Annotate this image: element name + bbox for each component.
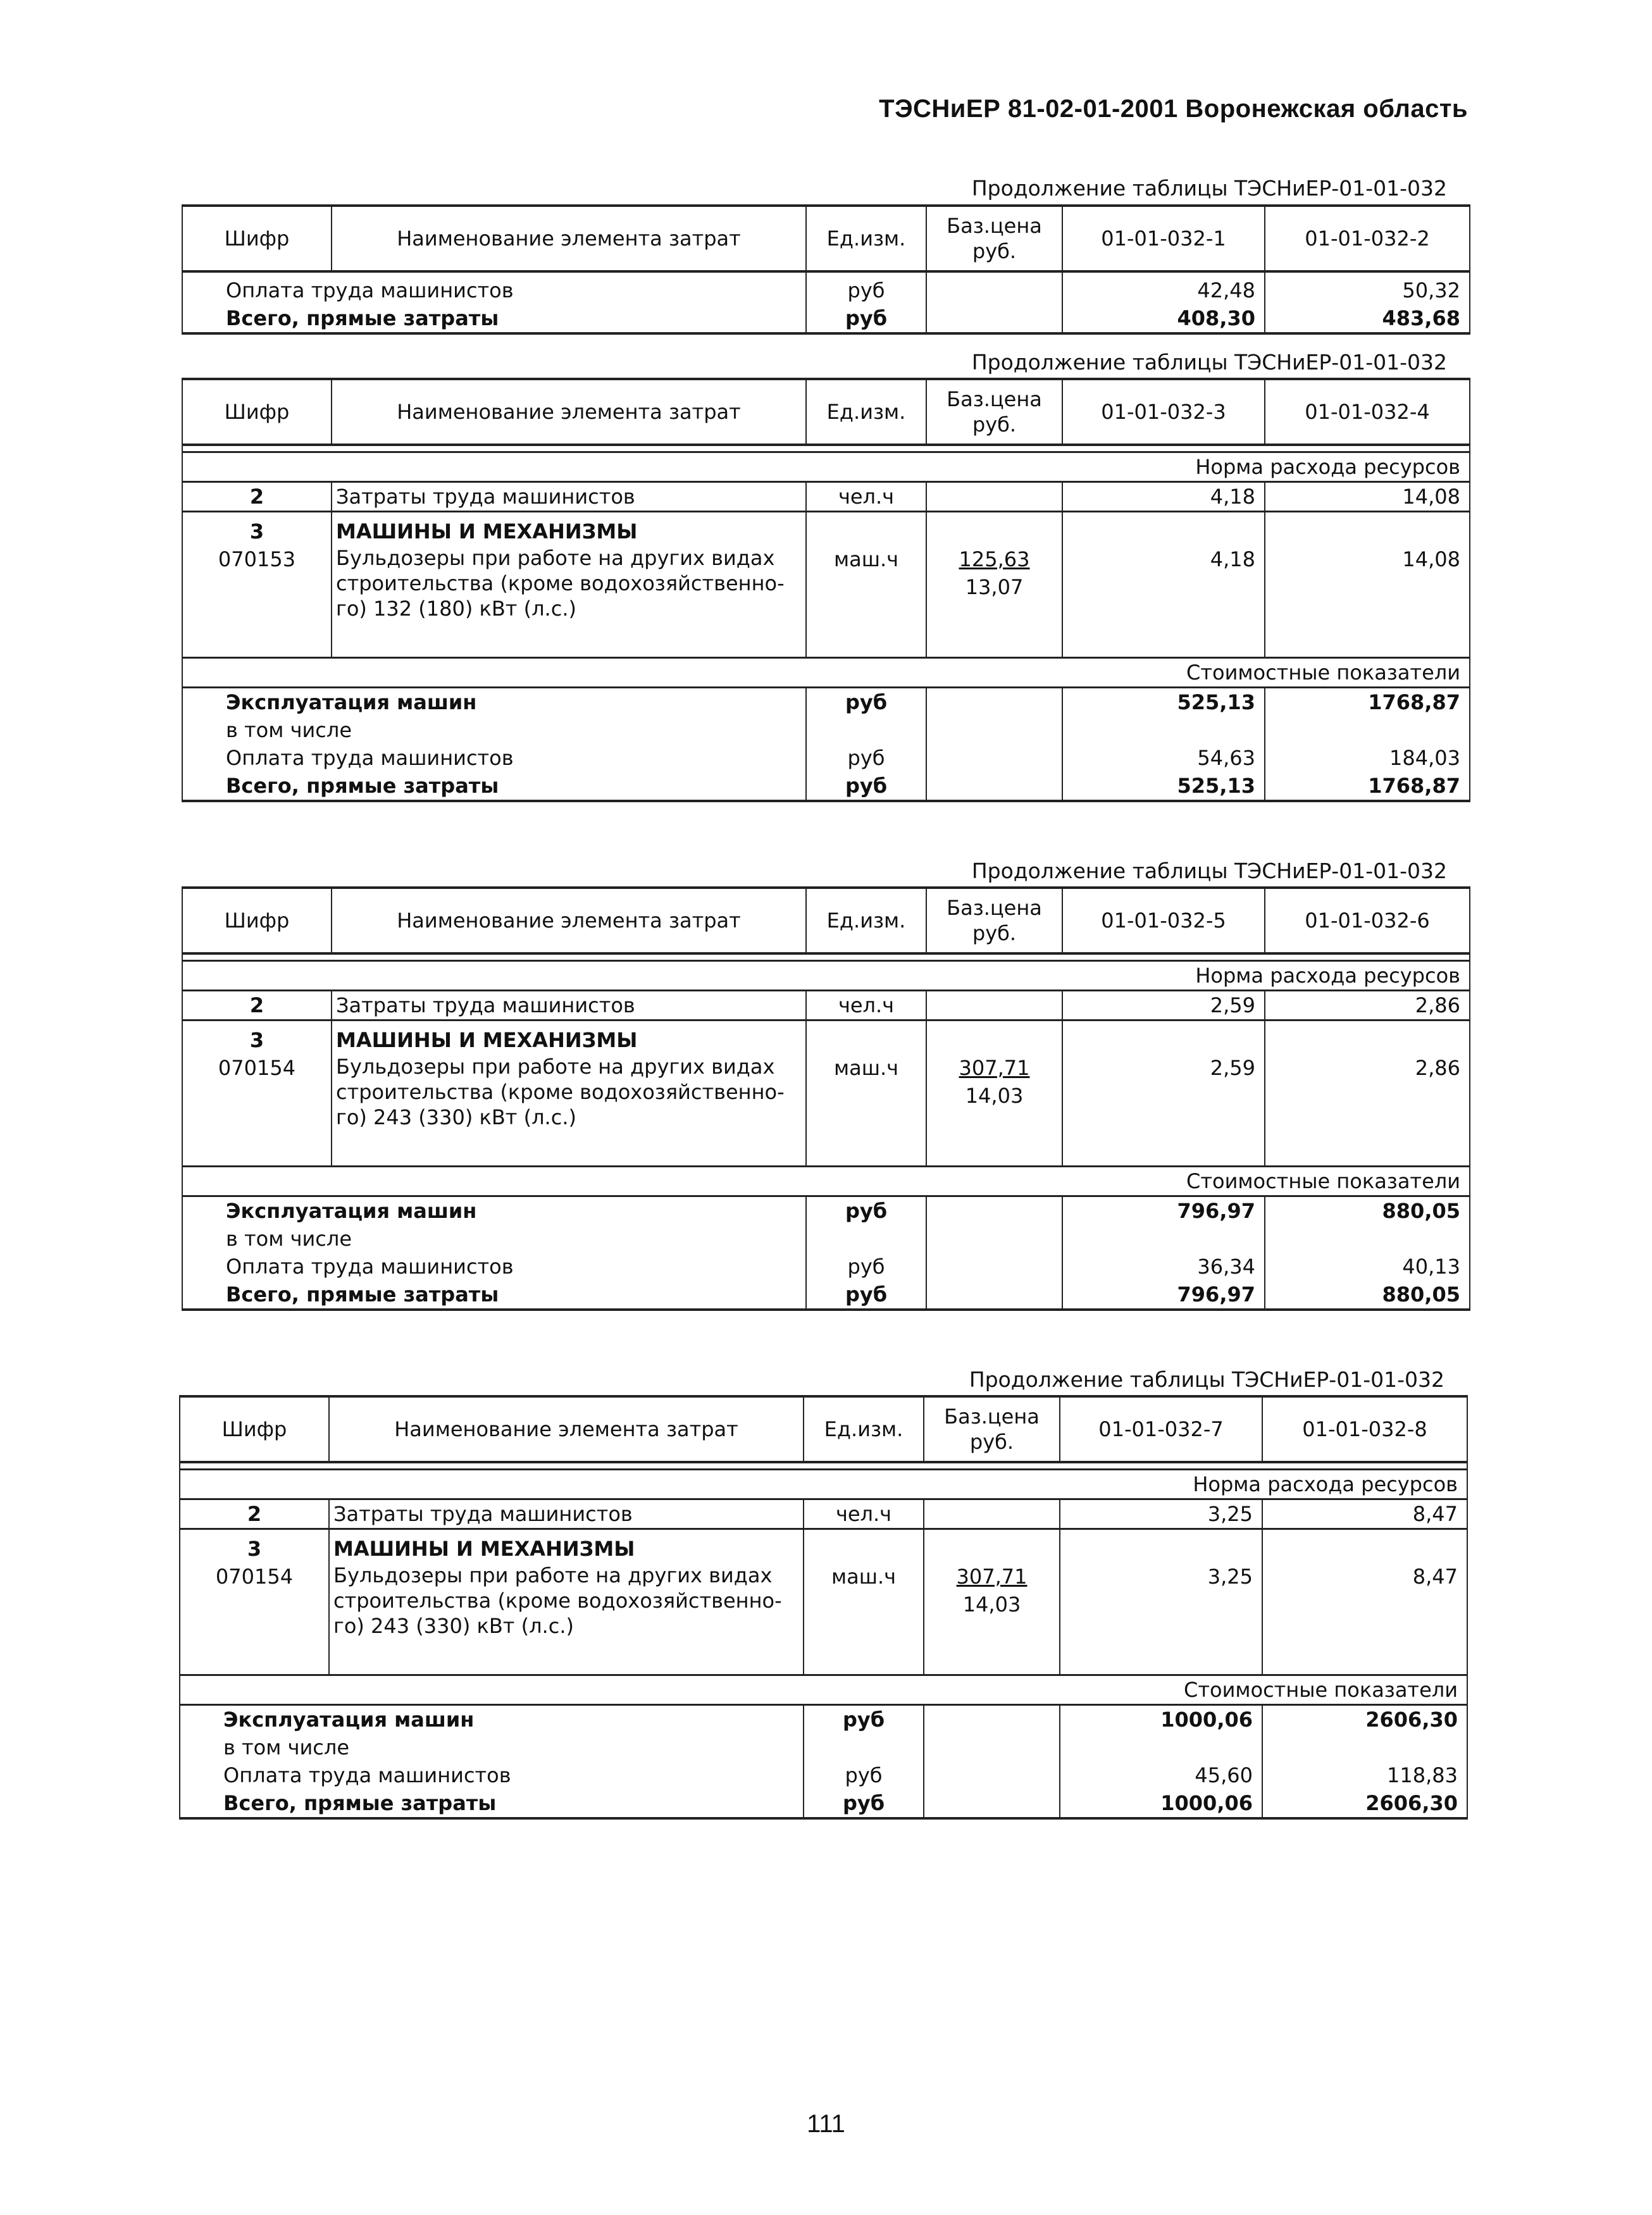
labor-a: 4,18: [1062, 482, 1265, 512]
table-row-machines-head: [182, 512, 1470, 546]
col-a-header: 01-01-032-5: [1062, 888, 1265, 953]
labor-code: 2: [182, 991, 332, 1021]
total-a: 408,30: [1062, 304, 1265, 333]
labor-price: [924, 1499, 1060, 1529]
labor-name: Затраты труда машинистов: [332, 991, 806, 1021]
machine-b: 8,47: [1262, 1563, 1467, 1675]
machine-b: 14,08: [1265, 545, 1470, 658]
col-unit-header: Ед.изм.: [806, 888, 926, 953]
table-row-labor: [180, 1499, 1467, 1529]
section-norm-row: [182, 452, 1470, 482]
labor-pay-unit: руб: [804, 1761, 924, 1789]
table-row-incl: [182, 716, 1470, 744]
labor-pay-b: 184,03: [1265, 744, 1470, 772]
col-a-header: 01-01-032-7: [1060, 1396, 1262, 1462]
labor-name: Затраты труда машинистов: [332, 482, 806, 512]
table-row-exploit: [182, 1196, 1470, 1225]
section-cost-label: Стоимостные показатели: [182, 658, 1470, 688]
col-price-header: Баз.цена руб.: [926, 888, 1062, 953]
machine-name: Бульдозеры при работе на других видах строительства (кроме водохозяйственно-го) 243 (330) кВт (л.с.): [329, 1563, 804, 1675]
section-cost-row: [180, 1675, 1467, 1705]
table-row-labor: [182, 482, 1470, 512]
col-unit-header: Ед.изм.: [804, 1396, 924, 1462]
cost-table-4: [179, 1395, 1468, 1820]
section-norm-label: Норма расхода ресурсов: [182, 452, 1470, 482]
labor-pay-name: Оплата труда машинистов: [182, 1253, 806, 1281]
table-caption: Продолжение таблицы ТЭСНиЕР-01-01-032: [969, 1367, 1444, 1392]
labor-pay-name: Оплата труда машинистов: [182, 744, 806, 772]
labor-b: 14,08: [1265, 482, 1470, 512]
col-b-header: 01-01-032-2: [1265, 206, 1470, 271]
machines-head-code: 3: [180, 1529, 329, 1563]
labor-code: 2: [180, 1499, 329, 1529]
machine-unit: маш.ч: [806, 1054, 926, 1167]
exploit-a: 796,97: [1062, 1196, 1265, 1225]
table-row-labor-pay: [182, 1253, 1470, 1281]
cost-table-3: [182, 886, 1470, 1311]
machines-head-code: 3: [182, 1021, 332, 1055]
labor-pay-price: [926, 271, 1062, 304]
col-a-header: 01-01-032-3: [1062, 379, 1265, 445]
table-row-exploit: [180, 1705, 1467, 1734]
total-name: Всего, прямые затраты: [182, 772, 806, 801]
labor-pay-name: Оплата труда машинистов: [182, 271, 806, 304]
labor-pay-unit: руб: [806, 1253, 926, 1281]
exploit-unit: руб: [806, 688, 926, 717]
total-name: Всего, прямые затраты: [180, 1789, 804, 1818]
labor-pay-a: 45,60: [1060, 1761, 1262, 1789]
total-b: 2606,30: [1262, 1789, 1467, 1818]
labor-pay-a: 54,63: [1062, 744, 1265, 772]
table-row-incl: [182, 1225, 1470, 1253]
cost-table-2: [182, 378, 1470, 802]
col-name-header: Наименование элемента затрат: [332, 888, 806, 953]
col-name-header: Наименование элемента затрат: [332, 379, 806, 445]
col-name-header: Наименование элемента затрат: [329, 1396, 804, 1462]
table-row-machine: [182, 1054, 1470, 1167]
section-norm-label: Норма расхода ресурсов: [182, 961, 1470, 991]
incl-label: в том числе: [180, 1734, 804, 1761]
exploit-name: Эксплуатация машин: [182, 1196, 806, 1225]
machine-code: 070154: [182, 1054, 332, 1167]
table-row-machines-head: [180, 1529, 1467, 1563]
total-b: 1768,87: [1265, 772, 1470, 801]
labor-code: 2: [182, 482, 332, 512]
labor-pay-b: 40,13: [1265, 1253, 1470, 1281]
table-header-row: [180, 1396, 1467, 1462]
section-cost-row: [182, 1167, 1470, 1196]
col-code-header: Шифр: [180, 1396, 329, 1462]
labor-unit: чел.ч: [806, 482, 926, 512]
machine-a: 3,25: [1060, 1563, 1262, 1675]
machine-a: 4,18: [1062, 545, 1265, 658]
section-cost-row: [182, 658, 1470, 688]
section-norm-label: Норма расхода ресурсов: [180, 1470, 1467, 1499]
labor-unit: чел.ч: [804, 1499, 924, 1529]
labor-b: 8,47: [1262, 1499, 1467, 1529]
cost-table-1: [182, 204, 1470, 335]
machine-name: Бульдозеры при работе на других видах строительства (кроме водохозяйственно-го) 243 (330) кВт (л.с.): [332, 1054, 806, 1167]
section-cost-label: Стоимостные показатели: [182, 1167, 1470, 1196]
table-row-labor-pay: [182, 744, 1470, 772]
labor-pay-name: Оплата труда машинистов: [180, 1761, 804, 1789]
labor-pay-unit: руб: [806, 271, 926, 304]
machines-head-name: МАШИНЫ И МЕХАНИЗМЫ: [332, 1021, 806, 1055]
total-a: 525,13: [1062, 772, 1265, 801]
table-caption: Продолжение таблицы ТЭСНиЕР-01-01-032: [971, 176, 1447, 201]
labor-price: [926, 482, 1062, 512]
table-header-row: [182, 379, 1470, 445]
machine-code: 070153: [182, 545, 332, 658]
total-unit: руб: [806, 772, 926, 801]
section-norm-row: [180, 1470, 1467, 1499]
machine-name: Бульдозеры при работе на других видах строительства (кроме водохозяйственно-го) 132 (180) кВт (л.с.): [332, 545, 806, 658]
labor-a: 3,25: [1060, 1499, 1262, 1529]
machine-price: 307,71 14,03: [926, 1054, 1062, 1167]
incl-label: в том числе: [182, 716, 806, 744]
table-header-row: [182, 888, 1470, 953]
table-caption: Продолжение таблицы ТЭСНиЕР-01-01-032: [971, 859, 1447, 883]
table-row-labor-pay: [180, 1761, 1467, 1789]
labor-pay-unit: руб: [806, 744, 926, 772]
labor-pay-a: 42,48: [1062, 271, 1265, 304]
table-row-total: [182, 772, 1470, 801]
labor-a: 2,59: [1062, 991, 1265, 1021]
table-header-row: [182, 206, 1470, 271]
incl-label: в том числе: [182, 1225, 806, 1253]
exploit-name: Эксплуатация машин: [182, 688, 806, 717]
total-unit: руб: [806, 304, 926, 333]
table-row-total: [182, 1281, 1470, 1310]
exploit-unit: руб: [804, 1705, 924, 1734]
col-code-header: Шифр: [182, 379, 332, 445]
machine-unit: маш.ч: [806, 545, 926, 658]
col-b-header: 01-01-032-6: [1265, 888, 1470, 953]
machine-a: 2,59: [1062, 1054, 1265, 1167]
machines-head-name: МАШИНЫ И МЕХАНИЗМЫ: [332, 512, 806, 546]
total-b: 483,68: [1265, 304, 1470, 333]
table-row-labor: [182, 991, 1470, 1021]
col-a-header: 01-01-032-1: [1062, 206, 1265, 271]
exploit-a: 1000,06: [1060, 1705, 1262, 1734]
col-code-header: Шифр: [182, 888, 332, 953]
machines-head-name: МАШИНЫ И МЕХАНИЗМЫ: [329, 1529, 804, 1563]
table-row-incl: [180, 1734, 1467, 1761]
exploit-b: 2606,30: [1262, 1705, 1467, 1734]
total-price: [926, 304, 1062, 333]
page-number: 111: [807, 2110, 845, 2138]
table-caption: Продолжение таблицы ТЭСНиЕР-01-01-032: [971, 350, 1447, 375]
table-row-machine: [182, 545, 1470, 658]
col-price-header: Баз.цена руб.: [926, 379, 1062, 445]
exploit-unit: руб: [806, 1196, 926, 1225]
col-code-header: Шифр: [182, 206, 332, 271]
machines-head-code: 3: [182, 512, 332, 546]
section-norm-row: [182, 961, 1470, 991]
labor-name: Затраты труда машинистов: [329, 1499, 804, 1529]
col-unit-header: Ед.изм.: [806, 379, 926, 445]
total-a: 796,97: [1062, 1281, 1265, 1310]
labor-pay-b: 118,83: [1262, 1761, 1467, 1789]
table-row-exploit: [182, 688, 1470, 717]
machine-price: 307,71 14,03: [924, 1563, 1060, 1675]
labor-pay-b: 50,32: [1265, 271, 1470, 304]
total-name: Всего, прямые затраты: [182, 304, 806, 333]
col-name-header: Наименование элемента затрат: [332, 206, 806, 271]
table-row-machine: [180, 1563, 1467, 1675]
table-row-machines-head: [182, 1021, 1470, 1055]
page-header-title: ТЭСНиЕР 81-02-01-2001 Воронежская область: [879, 95, 1468, 123]
exploit-name: Эксплуатация машин: [180, 1705, 804, 1734]
machine-b: 2,86: [1265, 1054, 1470, 1167]
exploit-a: 525,13: [1062, 688, 1265, 717]
table-row-labor-pay: [182, 271, 1470, 304]
machine-code: 070154: [180, 1563, 329, 1675]
total-name: Всего, прямые затраты: [182, 1281, 806, 1310]
total-a: 1000,06: [1060, 1789, 1262, 1818]
total-b: 880,05: [1265, 1281, 1470, 1310]
col-price-header: Баз.цена руб.: [926, 206, 1062, 271]
exploit-b: 1768,87: [1265, 688, 1470, 717]
col-unit-header: Ед.изм.: [806, 206, 926, 271]
col-price-header: Баз.цена руб.: [924, 1396, 1060, 1462]
table-row-total: [182, 304, 1470, 333]
labor-unit: чел.ч: [806, 991, 926, 1021]
total-unit: руб: [804, 1789, 924, 1818]
labor-pay-a: 36,34: [1062, 1253, 1265, 1281]
machine-price: 125,63 13,07: [926, 545, 1062, 658]
col-b-header: 01-01-032-4: [1265, 379, 1470, 445]
exploit-b: 880,05: [1265, 1196, 1470, 1225]
labor-price: [926, 991, 1062, 1021]
table-row-total: [180, 1789, 1467, 1818]
col-b-header: 01-01-032-8: [1262, 1396, 1467, 1462]
section-cost-label: Стоимостные показатели: [180, 1675, 1467, 1705]
labor-b: 2,86: [1265, 991, 1470, 1021]
total-unit: руб: [806, 1281, 926, 1310]
machine-unit: маш.ч: [804, 1563, 924, 1675]
